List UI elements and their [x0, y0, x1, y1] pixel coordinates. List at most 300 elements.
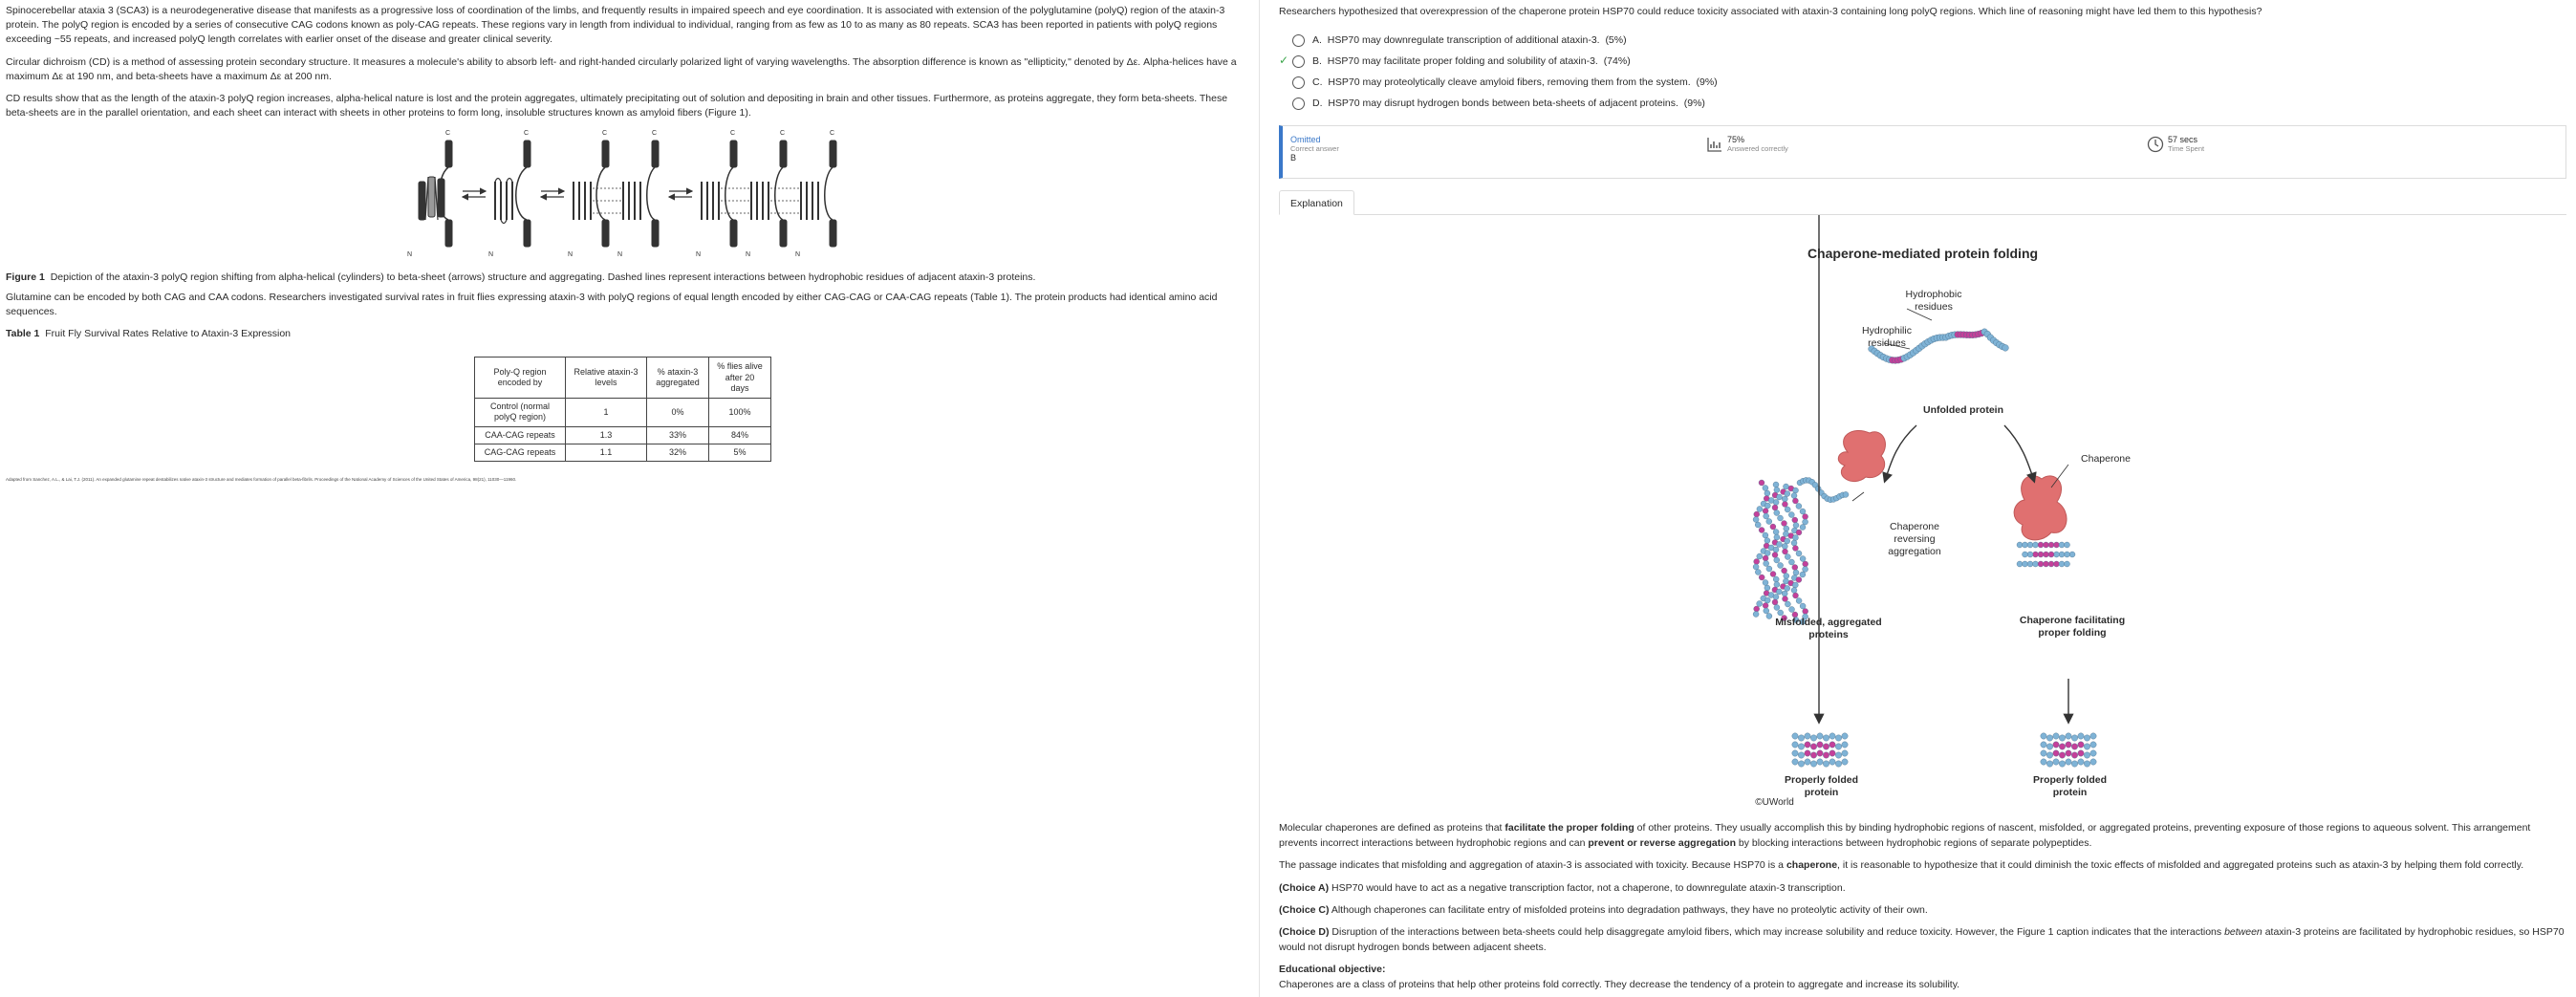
table-cell: 0%: [647, 399, 709, 427]
residue-bead: [2084, 744, 2089, 749]
table-cell: 1: [566, 399, 647, 427]
residue-bead: [2059, 744, 2065, 749]
chaperone-reversing-label: Chaperone reversing aggregation: [1888, 521, 1941, 558]
residue-bead: [1753, 564, 1759, 570]
choice-letter: A.: [1312, 33, 1322, 46]
residue-bead: [1763, 486, 1768, 491]
residue-bead: [2059, 552, 2065, 557]
residue-bead: [2023, 552, 2028, 557]
n-terminus-label: N: [568, 250, 574, 258]
residue-bead: [1785, 507, 1790, 512]
residue-bead: [1810, 752, 1816, 758]
residue-bead: [1782, 544, 1787, 550]
explanation-text: Although chaperones can facilitate entry of misfolded proteins into degradation pathways, they have no proteolytic activity of their own.: [1329, 903, 1928, 916]
residue-bead: [1764, 490, 1770, 496]
residue-bead: [2048, 552, 2054, 557]
residue-bead: [1776, 589, 1782, 595]
explanation-bold: prevent or reverse aggregation: [1588, 836, 1736, 849]
residue-bead: [1800, 556, 1806, 562]
residue-bead: [1792, 742, 1798, 748]
residue-bead: [1776, 542, 1782, 548]
residue-bead: [1784, 574, 1789, 579]
figure-1: [6, 129, 1249, 263]
table-header-cell: Poly-Q region encoded by: [475, 358, 566, 399]
residue-bead: [1774, 510, 1780, 516]
residue-bead: [2090, 759, 2096, 765]
explanation-text: , it is reasonable to hypothesize that it could diminish the toxic effects of misfolded and aggregated proteins such as ataxin-3 by helping them fold correctly.: [1837, 859, 2524, 872]
c-terminus-label: C: [780, 129, 786, 137]
residue-bead: [2046, 744, 2052, 749]
residue-bead: [2027, 542, 2033, 548]
citation: Adapted from Sanchez, A.L., & Lai, T.J. (2011). An expanded glutamine repeat destabilizes native ataxin-3 structure and mediates formation of parallel beta-fibrils. Proceedings of the National Academy of Sciences of the United States of America, 98(21), 11030—11960.: [6, 477, 517, 483]
hydrophilic-label: Hydrophilic residues: [1862, 325, 1912, 350]
choice-label: HSP70 may downregulate transcription of additional ataxin-3.: [1327, 33, 1600, 46]
residue-bead: [1782, 496, 1787, 502]
residue-bead: [1764, 608, 1769, 614]
figure-1-caption-text: Depiction of the ataxin-3 polyQ region shifting from alpha-helical (cylinders) to beta-sheet (arrows) structure and aggregating. Dashed lines represent interactions between hydrophobic residues of adjacent ataxin-3 proteins.: [50, 271, 1036, 283]
residue-bead: [2078, 733, 2084, 739]
bar-chart-icon: [1706, 136, 1723, 153]
choice-ref-label: (Choice A): [1279, 881, 1330, 894]
residue-bead: [2038, 552, 2044, 557]
residue-bead: [1796, 598, 1802, 604]
explanation-bold: facilitate the proper folding: [1504, 821, 1634, 834]
residue-bead: [1763, 580, 1768, 586]
hydrophobic-label: Hydrophobic residues: [1905, 289, 1962, 314]
residue-bead: [1791, 493, 1797, 499]
residue-bead: [1792, 535, 1798, 541]
choice-percent: (9%): [1683, 97, 1705, 109]
residue-bead: [1843, 492, 1849, 498]
table-cell: 5%: [709, 444, 771, 461]
residue-bead: [1774, 534, 1780, 540]
residue-bead: [2071, 744, 2077, 749]
percent-correct-label: Answered correctly: [1727, 143, 1788, 153]
table-cell: CAA-CAG repeats: [475, 426, 566, 444]
table-header-cell: % ataxin-3 aggregated: [647, 358, 709, 399]
explanation-paragraph-2: [1279, 857, 2566, 873]
residue-bead: [1778, 515, 1784, 521]
choice-percent: (74%): [1603, 54, 1631, 67]
residue-bead: [2090, 742, 2096, 748]
residue-bead: [1810, 744, 1816, 749]
residue-bead: [2033, 542, 2039, 548]
residue-bead: [1792, 517, 1798, 523]
table-row: [475, 399, 771, 427]
residue-bead: [1817, 750, 1823, 756]
residue-bead: [1793, 488, 1799, 493]
residue-bead: [1805, 759, 1810, 765]
table-header-cell: % flies alive after 20 days: [709, 358, 771, 399]
copyright: ©UWorld: [1755, 797, 1794, 809]
equilibrium-arrow-1: [463, 191, 486, 197]
choice-percent: (5%): [1605, 33, 1627, 46]
answer-choices: [1279, 30, 2566, 114]
residue-bead: [2084, 752, 2089, 758]
table-cell: 1.1: [566, 444, 647, 461]
residue-bead: [1766, 519, 1772, 525]
residue-bead: [2066, 742, 2071, 748]
residue-bead: [1763, 603, 1768, 609]
residue-bead: [2071, 735, 2077, 741]
explanation-italic: between: [2224, 926, 2262, 939]
question-stem: Researchers hypothesized that overexpression of the chaperone protein HSP70 could reduce toxicity associated with ataxin-3 containing long polyQ regions. Which line of reasoning might have led them to this hypothesis?: [1279, 6, 2262, 17]
c-terminus-label: C: [730, 129, 736, 137]
residue-bead: [2041, 742, 2046, 748]
residue-bead: [2046, 735, 2052, 741]
residue-bead: [2044, 542, 2049, 548]
residue-bead: [1764, 551, 1770, 556]
residue-bead: [1773, 482, 1779, 488]
clock-icon: [2147, 136, 2164, 153]
stat-time-spent: [2147, 135, 2204, 153]
residue-bead: [2059, 735, 2065, 741]
residue-bead: [2053, 750, 2059, 756]
residue-bead: [2078, 750, 2084, 756]
residue-bead: [2044, 561, 2049, 567]
passage-paragraph-2: Circular dichroism (CD) is a method of assessing protein secondary structure. It measures a molecule's ability to absorb left- and right-handed circularly polarized light of varying wavelengths. The absorption difference is known as "ellipticity," denoted by Δε. Alpha-helices have a maximum Δε at 190 nm, and beta-sheets have a maximum Δε at 200 nm.: [6, 55, 1237, 82]
residue-bead: [1757, 507, 1763, 512]
explanation-text: The passage indicates that misfolding and aggregation of ataxin-3 is associated with toxicity. Because HSP70 is a: [1279, 859, 1786, 872]
residue-bead: [2038, 542, 2044, 548]
residue-bead: [2048, 542, 2054, 548]
table-cell: Control (normal polyQ region): [475, 399, 566, 427]
residue-bead: [2078, 759, 2084, 765]
residue-bead: [1773, 530, 1779, 535]
choice-letter: B.: [1312, 54, 1322, 67]
residue-bead: [1785, 601, 1790, 607]
residue-bead: [1800, 603, 1806, 609]
n-terminus-label: N: [795, 250, 801, 258]
table-header-cell: Relative ataxin-3 levels: [566, 358, 647, 399]
residue-bead: [2053, 742, 2059, 748]
residue-bead: [2048, 561, 2054, 567]
equilibrium-arrow-2: [541, 191, 564, 197]
chaperone-right-shape: [2014, 476, 2067, 540]
correct-check-icon: ✓: [1279, 54, 1289, 68]
residue-bead: [1823, 735, 1829, 741]
residue-bead: [2071, 761, 2077, 767]
residue-bead: [1774, 557, 1780, 563]
residue-bead: [1798, 752, 1804, 758]
residue-bead: [1773, 547, 1779, 553]
residue-bead: [2090, 750, 2096, 756]
residue-bead: [2041, 733, 2046, 739]
table-cell: 33%: [647, 426, 709, 444]
residue-bead: [1823, 752, 1829, 758]
residue-bead: [1835, 744, 1841, 749]
residue-bead: [1842, 733, 1848, 739]
residue-bead: [1773, 576, 1779, 582]
choice-a[interactable]: [1279, 30, 2566, 51]
residue-bead: [1805, 742, 1810, 748]
residue-bead: [1792, 582, 1798, 588]
residue-bead: [1782, 591, 1787, 596]
residue-bead: [2033, 552, 2039, 557]
residue-bead: [1842, 750, 1848, 756]
residue-bead: [2065, 542, 2070, 548]
residue-bead: [1810, 761, 1816, 767]
residue-bead: [1842, 742, 1848, 748]
residue-bead: [1764, 597, 1770, 603]
residue-bead: [1829, 742, 1835, 748]
folded-protein-right-graphic: [2041, 733, 2096, 767]
choice-d-text: [1312, 97, 1705, 111]
unfolded-protein-label: Unfolded protein: [1923, 404, 2003, 417]
n-terminus-label: N: [696, 250, 702, 258]
folded-protein-right-label: Properly folded protein: [2032, 774, 2107, 799]
n-terminus-label: N: [407, 250, 413, 258]
residue-bead: [1783, 596, 1788, 602]
residue-bead: [1782, 502, 1787, 508]
residue-bead: [1754, 559, 1760, 565]
residue-bead: [1759, 574, 1764, 580]
residue-bead: [1764, 513, 1769, 519]
figure-1-label: Figure 1: [6, 271, 45, 283]
residue-bead: [1774, 605, 1780, 611]
chaperone-folding-graphic: [2017, 542, 2075, 567]
stats-bar: [1279, 125, 2566, 179]
table-1-caption: [6, 327, 1249, 341]
ataxin-aggregation-diagram: [407, 129, 866, 263]
residue-bead: [1792, 733, 1798, 739]
residue-bead: [2084, 761, 2089, 767]
residue-bead: [2065, 552, 2070, 557]
choice-b[interactable]: [1279, 51, 2566, 72]
residue-bead: [1784, 526, 1789, 531]
table-header-row: [475, 358, 771, 399]
residue-bead: [1759, 480, 1764, 486]
residue-bead: [2078, 742, 2084, 748]
residue-bead: [1764, 585, 1770, 591]
residue-bead: [1785, 586, 1790, 592]
residue-bead: [2017, 542, 2023, 548]
tab-bar: [1279, 190, 2566, 215]
chaperone-label: Chaperone: [2081, 453, 2131, 466]
misfolded-label: Misfolded, aggregated proteins: [1775, 617, 1882, 641]
residue-bead: [1803, 514, 1808, 520]
residue-bead: [2046, 752, 2052, 758]
c-terminus-label: C: [524, 129, 530, 137]
residue-bead: [1796, 530, 1802, 535]
residue-bead: [1773, 595, 1779, 600]
residue-bead: [1793, 593, 1799, 598]
radio-button[interactable]: [1292, 55, 1305, 68]
residue-bead: [1755, 570, 1761, 575]
residue-bead: [2059, 752, 2065, 758]
choice-ref-label: (Choice D): [1279, 926, 1330, 939]
tab-explanation[interactable]: Explanation: [1279, 190, 1354, 215]
residue-bead: [2066, 759, 2071, 765]
table-cell: 84%: [709, 426, 771, 444]
residue-bead: [2069, 552, 2075, 557]
stat-percent-correct: [1706, 135, 1788, 153]
residue-bead: [1772, 505, 1778, 510]
residue-bead: [2002, 345, 2009, 352]
residue-bead: [1783, 549, 1788, 554]
residue-bead: [1792, 498, 1798, 504]
residue-bead: [1800, 572, 1806, 577]
residue-bead: [1784, 484, 1789, 489]
table-row: [475, 444, 771, 461]
residue-bead: [1764, 538, 1770, 544]
table-cell: CAG-CAG repeats: [475, 444, 566, 461]
residue-bead: [2041, 759, 2046, 765]
choice-label: HSP70 may proteolytically cleave amyloid fibers, removing them from the system.: [1328, 76, 1691, 88]
choice-letter: C.: [1312, 76, 1323, 88]
residue-bead: [1763, 509, 1768, 514]
residue-bead: [1782, 568, 1787, 574]
amyloid-fiber: [696, 130, 836, 258]
table-1-label: Table 1: [6, 328, 40, 340]
explanation-choice-a: [1279, 880, 2566, 896]
misfolded-aggregate-graphic: [1753, 478, 1849, 625]
residue-bead: [1757, 601, 1763, 607]
c-terminus-label: C: [830, 129, 835, 137]
table-1: [474, 357, 771, 462]
residue-bead: [1793, 570, 1799, 575]
diagram-title: Chaperone-mediated protein folding: [1807, 246, 2039, 262]
table-cell: 100%: [709, 399, 771, 427]
residue-bead: [2059, 561, 2065, 567]
educational-objective-title: Educational objective:: [1279, 963, 1386, 975]
c-terminus-label: C: [652, 129, 658, 137]
residue-bead: [1817, 733, 1823, 739]
residue-bead: [1772, 599, 1778, 605]
facilitating-label: Chaperone facilitating proper folding: [2019, 615, 2126, 639]
percent-correct-value: 75%: [1727, 135, 1745, 145]
correct-answer-value: B: [1290, 153, 1297, 163]
question-pane: [1261, 0, 2576, 997]
radio-button[interactable]: [1292, 34, 1305, 47]
residue-bead: [1829, 733, 1835, 739]
residue-bead: [1777, 494, 1783, 500]
residue-bead: [2059, 761, 2065, 767]
residue-bead: [1789, 607, 1795, 613]
dimer: [568, 130, 659, 258]
residue-bead: [1759, 528, 1764, 533]
choice-d[interactable]: [1279, 93, 2566, 114]
explanation-bold: chaperone: [1786, 859, 1838, 872]
residue-bead: [1778, 563, 1784, 569]
residue-bead: [2023, 542, 2028, 548]
choice-label: HSP70 may disrupt hydrogen bonds between beta-sheets of adjacent proteins.: [1328, 97, 1678, 109]
residue-bead: [1792, 759, 1798, 765]
residue-bead: [2046, 761, 2052, 767]
residue-bead: [1803, 567, 1808, 573]
explanation-choice-c: [1279, 902, 2566, 918]
radio-button[interactable]: [1292, 76, 1305, 89]
residue-bead: [1791, 588, 1797, 594]
residue-bead: [2065, 561, 2070, 567]
choice-a-text: [1312, 33, 1627, 48]
choice-percent: (9%): [1696, 76, 1718, 88]
residue-bead: [1774, 488, 1780, 493]
residue-bead: [1800, 509, 1806, 514]
residue-bead: [2071, 752, 2077, 758]
table-cell: 1.3: [566, 426, 647, 444]
residue-bead: [2053, 733, 2059, 739]
residue-bead: [2053, 759, 2059, 765]
residue-bead: [1803, 561, 1808, 567]
residue-bead: [1783, 531, 1788, 537]
explanation-choice-d: [1279, 924, 2566, 956]
residue-bead: [2066, 750, 2071, 756]
table-row: [475, 426, 771, 444]
choice-label: HSP70 may facilitate proper folding and solubility of ataxin-3.: [1327, 54, 1598, 67]
choice-c[interactable]: [1279, 72, 2566, 93]
residue-bead: [1757, 553, 1763, 559]
residue-bead: [1788, 512, 1794, 518]
table-cell: 32%: [647, 444, 709, 461]
residue-bead: [2027, 561, 2033, 567]
residue-bead: [1755, 522, 1761, 528]
time-spent-label: Time Spent: [2168, 143, 2205, 153]
explanation-text: of other proteins. They usually accomplish this by binding hydrophobic regions of nascent, misfolded, or aggregated proteins, preventing exposure of those regions to aqueous solvent. This arrangement prevents incorrect interactions between hydrophobic regions and can: [1279, 821, 2531, 849]
residue-bead: [2038, 561, 2044, 567]
residue-bead: [2041, 750, 2046, 756]
residue-bead: [1835, 761, 1841, 767]
residue-bead: [1823, 761, 1829, 767]
choice-b-text: [1312, 54, 1631, 69]
passage-paragraph-1: Spinocerebellar ataxia 3 (SCA3) is a neurodegenerative disease that manifests as a progressive loss of coordination of the limbs, and frequently results in impaired speech and eye coordination. It is associated with extension of the polyglutamine (polyQ) region of the ataxin-3 protein. The polyQ region is encoded by a series of consecutive CAG codons known as poly-CAG repeats. These regions vary in length from individual to individual, ranging from as few as 10 to as many as 80 repeats. SCA3 has been reported in patients with polyQ regions exceeding ~55 repeats, and increased polyQ length correlates with earlier onset of the disease and greater clinical severity.: [6, 5, 1225, 46]
residue-bead: [1763, 532, 1768, 538]
explanation-text: HSP70 would have to act as a negative transcription factor, not a chaperone, to downregulate ataxin-3 transcription.: [1329, 881, 1846, 894]
residue-bead: [1774, 582, 1780, 588]
n-terminus-label: N: [617, 250, 623, 258]
omitted-status: Omitted: [1290, 135, 1321, 145]
residue-bead: [1803, 519, 1808, 525]
residue-bead: [1835, 735, 1841, 741]
residue-bead: [1782, 521, 1787, 527]
residue-bead: [1788, 559, 1794, 565]
explanation-paragraph-1: [1279, 820, 2566, 852]
residue-bead: [1796, 551, 1802, 556]
radio-button[interactable]: [1292, 98, 1305, 110]
residue-bead: [1800, 525, 1806, 531]
residue-bead: [1753, 612, 1759, 618]
residue-bead: [1770, 572, 1776, 577]
table-1-caption-text: Fruit Fly Survival Rates Relative to Ataxin-3 Expression: [45, 328, 292, 340]
residue-bead: [1754, 511, 1760, 517]
correct-answer-label: Correct answer: [1290, 143, 1339, 153]
residue-bead: [2023, 561, 2028, 567]
explanation-text: Disruption of the interactions between beta-sheets could help disaggregate amyloid fibers, which may increase solubility and reduce toxicity. However, the Figure 1 caption indicates that the interactions: [1329, 926, 2225, 939]
residue-bead: [1817, 742, 1823, 748]
residue-bead: [2066, 733, 2071, 739]
monomer-2: [488, 130, 530, 258]
residue-bead: [1764, 503, 1770, 509]
n-terminus-label: N: [746, 250, 751, 258]
residue-bead: [1766, 566, 1772, 572]
explanation-text: ataxin-3 proteins are facilitated by hydrophobic residues, so HSP70 would not disrupt hydrogen bonds between adjacent sheets.: [1279, 926, 2565, 954]
explanation-text: Molecular chaperones are defined as proteins that: [1279, 821, 1505, 834]
residue-bead: [2090, 733, 2096, 739]
residue-bead: [1805, 733, 1810, 739]
residue-bead: [1805, 750, 1810, 756]
residue-bead: [1754, 606, 1760, 612]
residue-bead: [1796, 504, 1802, 509]
residue-bead: [1798, 761, 1804, 767]
residue-bead: [2084, 735, 2089, 741]
choice-c-text: [1312, 76, 1718, 90]
residue-bead: [1829, 750, 1835, 756]
residue-bead: [1763, 555, 1768, 561]
chaperone-left-shape: [1838, 431, 1885, 482]
equilibrium-arrow-3: [669, 191, 692, 197]
choice-letter: D.: [1312, 97, 1323, 109]
c-terminus-label: C: [445, 129, 451, 137]
